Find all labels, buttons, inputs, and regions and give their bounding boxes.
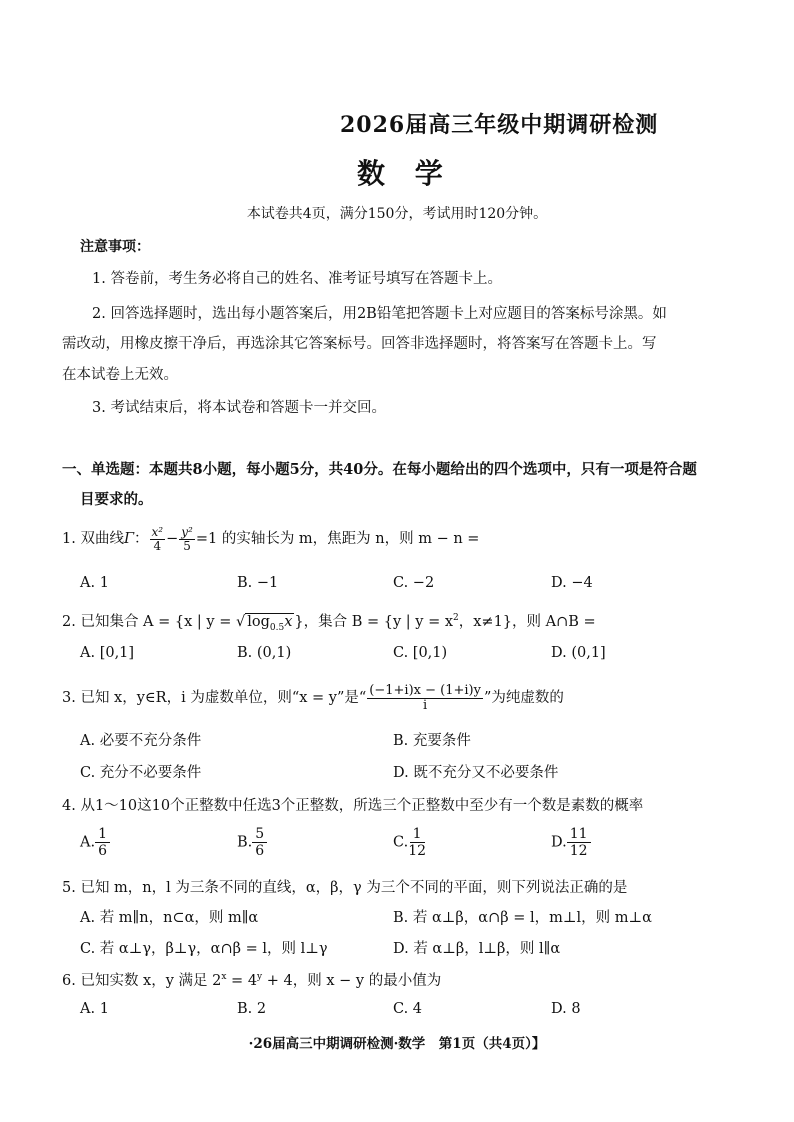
option-b: B. $\frac{5}{6}$ (237, 826, 267, 859)
exam-subject: 数 学 (357, 157, 453, 190)
page-footer: ·26届高三中期调研检测·数学 第1页（共4页）】 (248, 1036, 546, 1052)
question-2: 2. 已知集合 A = {x | y = √ $\log_{0.5}x$ }，集合 B = {y | $y = x^2$，x≠1}，则 A∩B = (62, 613, 596, 633)
option-b: B. (0,1) (237, 645, 292, 661)
option-b: B. 2 (237, 1001, 267, 1017)
question-4: 4. 从1～10这10个正整数中任选3个正整数，所选三个正整数中至少有一个数是素数的概率 (62, 798, 644, 814)
notice-item: 需改动，用橡皮擦干净后，再选涂其它答案标号。回答非选择题时，将答案写在答题卡上。写 (62, 336, 657, 352)
fraction: $\frac{(-1+i)x - (1+i)y}{i}$ (369, 683, 481, 713)
option-c: C. 充分不必要条件 (80, 765, 202, 781)
option-b: B. −1 (237, 575, 279, 591)
option-a: A. $\frac{1}{6}$ (80, 826, 110, 859)
question-1: 1. 双曲线Γ： $\frac{\text{x²}}{4}$ − $\frac{\text{y²}}{5}$ =1 的实轴长为 m，焦距为 n，则 m − n = (62, 525, 480, 553)
fraction: $\frac{\text{x²}}{4}$ (151, 525, 164, 553)
exam-info: 本试卷共4页，满分150分，考试用时120分钟。 (246, 206, 548, 222)
option-a: A. 1 (80, 575, 109, 591)
option-b: B. 充要条件 (393, 733, 471, 749)
option-d: D. $\frac{11}{12}$ (551, 826, 591, 859)
option-d: D. (0,1] (551, 645, 606, 661)
option-a: A. 若 m∥n，n⊂α，则 m∥α (80, 910, 259, 926)
option-a: A. 1 (80, 1001, 109, 1017)
option-c: C. [0,1) (393, 645, 448, 661)
question-6: 6. 已知实数 x，y 满足 $2^x = 4^y + 4$，则 x − y 的最小值为 (62, 972, 442, 989)
question-3: 3. 已知 x，y∈R，i 为虚数单位，则“x = y”是“ $\frac{(-1+i)x - (1+i)y}{i}$ ”为纯虚数的 (62, 683, 564, 713)
option-c: C. −2 (393, 575, 435, 591)
notice-item: 3. 考试结束后，将本试卷和答题卡一并交回。 (92, 400, 386, 416)
option-d: D. 若 α⊥β，l⊥β，则 l∥α (393, 941, 561, 957)
section-heading-cont: 目要求的。 (80, 491, 153, 508)
option-c: C. 4 (393, 1001, 423, 1017)
notice-heading: 注意事项： (80, 239, 150, 255)
question-5: 5. 已知 m，n，l 为三条不同的直线，α，β，γ 为三个不同的平面，则下列说法正确的是 (62, 880, 628, 896)
option-b: B. 若 α⊥β，α∩β = l，m⊥l，则 m⊥α (393, 910, 652, 926)
exam-title: 2026届高三年级中期调研检测 (340, 112, 659, 138)
option-a: A. [0,1] (80, 645, 135, 661)
option-c: C. 若 α⊥γ，β⊥γ，α∩β = l，则 l⊥γ (80, 941, 328, 957)
option-d: D. −4 (551, 575, 593, 591)
option-d: D. 8 (551, 1001, 581, 1017)
option-a: A. 必要不充分条件 (80, 733, 202, 749)
notice-item: 1. 答卷前，考生务必将自己的姓名、准考证号填写在答题卡上。 (92, 271, 502, 287)
option-c: C. $\frac{1}{12}$ (393, 826, 427, 860)
section-heading: 一、单选题：本题共8小题，每小题5分，共40分。在每小题给出的四个选项中，只有一项是符合题 (62, 461, 697, 478)
fraction: $\frac{\text{y²}}{5}$ (181, 525, 193, 553)
notice-item: 2. 回答选择题时，选出每小题答案后，用2B铅笔把答题卡上对应题目的答案标号涂黑。如 (92, 306, 667, 322)
notice-item: 在本试卷上无效。 (62, 367, 178, 383)
option-d: D. 既不充分又不必要条件 (393, 765, 559, 781)
